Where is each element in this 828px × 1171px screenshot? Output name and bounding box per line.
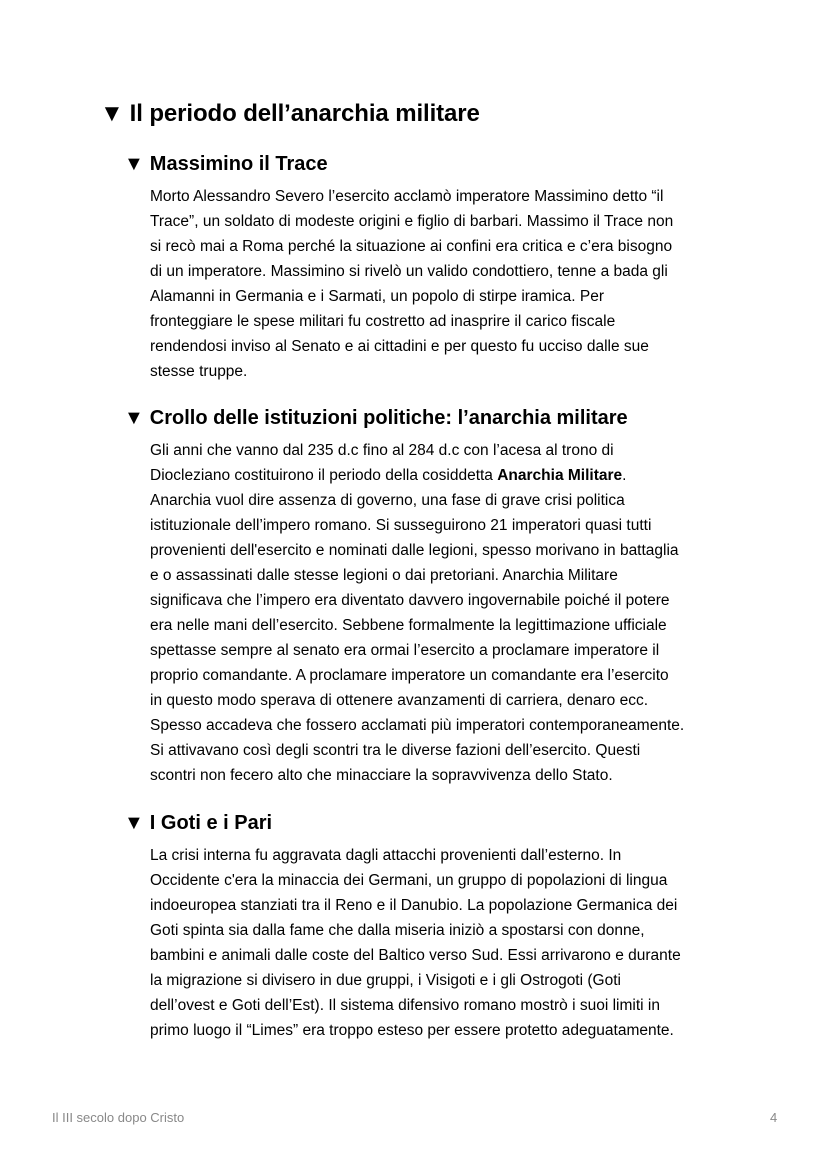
collapse-triangle-icon[interactable]: ▼ — [124, 812, 144, 834]
footer-page-number: 4 — [770, 1110, 778, 1125]
section-heading-text: Crollo delle istituzioni politiche: l’anarchia militare — [149, 407, 628, 429]
text-line: rendendosi inviso al Senato e ai cittadini e per questo fu ucciso dalle sue — [150, 338, 649, 355]
section-heading-text: Massimino il Trace — [149, 153, 328, 175]
text-line: Si attivavano così degli scontri tra le diverse fazioni dell’esercito. Questi — [150, 742, 641, 759]
section-heading-massimino — [124, 150, 328, 178]
text-fragment: Diocleziano costituirono il periodo della cosiddetta — [150, 467, 498, 484]
text-line: significava che l’impero era diventato davvero ingovernabile poiché il potere — [150, 592, 670, 609]
footer-document-title: Il III secolo dopo Cristo — [52, 1110, 185, 1125]
text-line: istituzionale dell’impero romano. Si susseguirono 21 imperatori quasi tutti — [150, 517, 652, 534]
text-line: dell’ovest e Goti dell’Est). Il sistema difensivo romano mostrò i suoi limiti in — [150, 997, 660, 1014]
text-line: la migrazione si divisero in due gruppi, i Visigoti e i gli Ostrogoti (Goti — [150, 972, 621, 989]
collapse-triangle-icon[interactable]: ▼ — [124, 153, 144, 175]
text-line: Anarchia vuol dire assenza di governo, una fase di grave crisi politica — [150, 492, 625, 509]
text-line: provenienti dell'esercito e nominati dalle legioni, spesso morivano in battaglia — [150, 542, 679, 559]
text-line: bambini e animali dalle coste del Baltico verso Sud. Essi arrivarono e durante — [150, 947, 681, 964]
text-line: proprio comandante. A proclamare imperatore un comandante era l’esercito — [150, 667, 669, 684]
text-line: e o assassinati dalle stesse legioni o dai pretoriani. Anarchia Militare — [150, 567, 618, 584]
page-title-text: Il periodo dell’anarchia militare — [129, 100, 480, 127]
section-body-massimino — [150, 184, 735, 384]
text-line: di un imperatore. Massimino si rivelò un valido condottiero, tenne a bada gli — [150, 263, 668, 280]
text-fragment: . — [622, 467, 627, 484]
section-heading-text: I Goti e i Pari — [149, 812, 273, 834]
text-line: Occidente c'era la minaccia dei Germani, un gruppo di popolazioni di lingua — [150, 872, 668, 889]
text-line: Spesso accadeva che fossero acclamati più imperatori contemporaneamente. — [150, 717, 685, 734]
collapse-triangle-icon[interactable]: ▼ — [100, 100, 124, 127]
section-body-goti — [150, 843, 735, 1043]
collapse-triangle-icon[interactable]: ▼ — [124, 407, 144, 429]
text-line: spettasse sempre al senato era ormai l’esercito a proclamare imperatore il — [150, 642, 660, 659]
text-line: stesse truppe. — [150, 363, 248, 380]
text-line: indoeuropea stanziati tra il Reno e il Danubio. La popolazione Germanica dei — [150, 897, 678, 914]
text-line: Gli anni che vanno dal 235 d.c fino al 284 d.c con l’acesa al trono di — [150, 442, 614, 459]
text-line: Morto Alessandro Severo l’esercito acclamò imperatore Massimino detto “il — [150, 188, 664, 205]
text-line: primo luogo il “Limes” era troppo esteso per essere protetto adeguatamente. — [150, 1022, 674, 1039]
page-title — [100, 98, 480, 130]
text-line: in questo modo sperava di ottenere avanzamenti di carriera, denaro ecc. — [150, 692, 649, 709]
text-line: Alamanni in Germania e i Sarmati, un popolo di stirpe iramica. Per — [150, 288, 605, 305]
text-line: si recò mai a Roma perché la situazione ai confini era critica e c’era bisogno — [150, 238, 673, 255]
text-line — [150, 463, 735, 488]
text-line: fronteggiare le spese militari fu costretto ad inasprire il carico fiscale — [150, 313, 616, 330]
section-heading-anarchia — [124, 404, 628, 432]
bold-term: Anarchia Militare — [497, 467, 623, 484]
text-line: scontri non fecero alto che minacciare la sopravvivenza dello Stato. — [150, 767, 613, 784]
text-line: era nelle mani dell’esercito. Sebbene formalmente la legittimazione ufficiale — [150, 617, 667, 634]
section-heading-goti — [124, 809, 272, 837]
text-line: Trace”, un soldato di modeste origini e figlio di barbari. Massimo il Trace non — [150, 213, 674, 230]
section-body-anarchia — [150, 438, 735, 788]
text-line: La crisi interna fu aggravata dagli attacchi provenienti dall’esterno. In — [150, 847, 622, 864]
text-line: Goti spinta sia dalla fame che dalla miseria iniziò a spostarsi con donne, — [150, 922, 645, 939]
